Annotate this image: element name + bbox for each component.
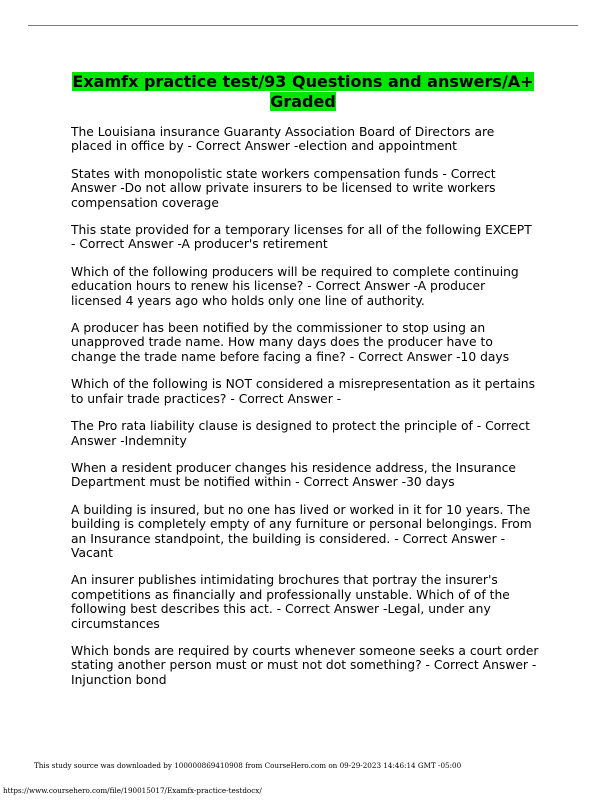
download-note: This study source was downloaded by 100000869410908 from CourseHero.com on 09-29-2023 14:46:14 GMT -05:00 bbox=[34, 761, 462, 770]
document-title bbox=[68, 72, 538, 112]
qa-item-9: A building is insured, but no one has lived or worked in it for 10 years. The building is completely empty of any furniture or personal belongings. From an Insurance standpoint, the building is considered. - Correct Answer -Vacant bbox=[71, 502, 532, 560]
qa-item-11: Which bonds are required by courts whenever someone seeks a court order stating another person must or must not dot something? - Correct Answer -Injunction bond bbox=[71, 643, 539, 687]
qa-list bbox=[71, 125, 539, 700]
qa-item-2: States with monopolistic state workers compensation funds - Correct Answer -Do not allow private insurers to be licensed to write workers compensation coverage bbox=[71, 166, 496, 210]
qa-item-5: A producer has been notified by the commissioner to stop using an unapproved trade name. How many days does the producer have to change the trade name before facing a fine? - Correct Answer -10 days bbox=[71, 321, 510, 364]
source-url[interactable]: https://www.coursehero.com/file/190015017/Examfx-practice-testdocx/ bbox=[3, 786, 262, 795]
qa-item-1: The Louisiana insurance Guaranty Association Board of Directors are placed in office by - Correct Answer -election and appointment bbox=[71, 125, 495, 154]
qa-item-3: This state provided for a temporary licenses for all of the following EXCEPT - Correct Answer -A producer's retirement bbox=[71, 223, 532, 252]
qa-item-10: An insurer publishes intimidating brochures that portray the insurer's competitions as financially and professionally unstable. Which of of the following best describes this act. - Correct Answer -Legal, under any circumstances bbox=[71, 573, 510, 631]
title-highlight: Examfx practice test/93 Questions and answers/A+ Graded bbox=[72, 72, 534, 111]
qa-item-4: Which of the following producers will be required to complete continuing education hours to renew his license? - Correct Answer -A producer licensed 4 years ago who holds only one line of authority. bbox=[71, 264, 519, 308]
qa-item-8: When a resident producer changes his residence address, the Insurance Department must be notified within - Correct Answer -30 days bbox=[71, 460, 516, 490]
header-rule bbox=[28, 25, 578, 26]
qa-item-7: The Pro rata liability clause is designed to protect the principle of - Correct Answer -Indemnity bbox=[71, 419, 530, 448]
qa-item-6: Which of the following is NOT considered a misrepresentation as it pertains to unfair trade practices? - Correct Answer - bbox=[71, 377, 535, 406]
